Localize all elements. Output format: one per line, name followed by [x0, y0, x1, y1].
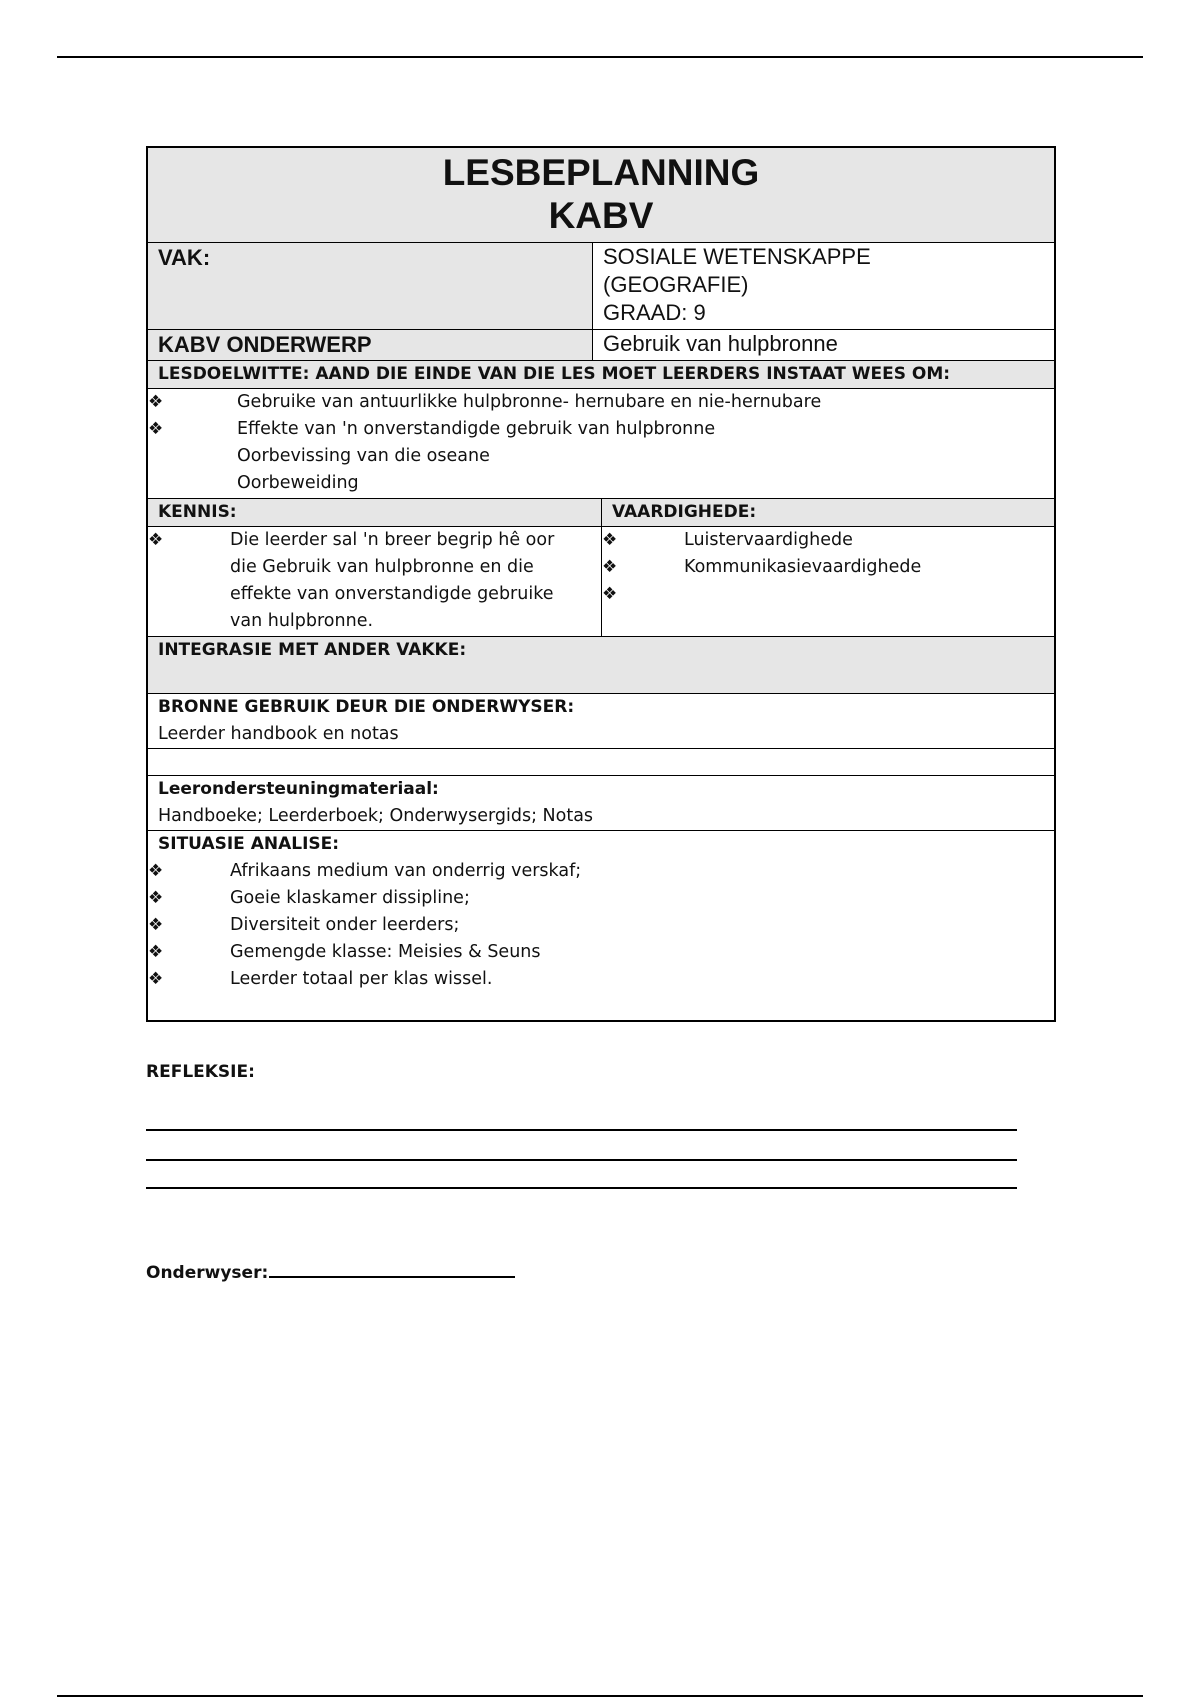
skill-item: ❖ Luistervaardighede [602, 527, 1054, 554]
plan-title [148, 148, 1054, 242]
subject-value-cell [592, 243, 1054, 329]
bullet-diamond-icon: ❖ [602, 557, 618, 577]
plan-title-line2: KABV [548, 195, 654, 236]
teacher-resources-value: Leerder handbook en notas [158, 724, 399, 744]
knowledge-skills-header-row [148, 498, 1054, 526]
skills-label: VAARDIGHEDE: [612, 502, 757, 522]
bullet-diamond-icon: ❖ [148, 969, 164, 989]
learning-support-value: Handboeke; Leerderboek; Onderwysergids; Notas [158, 806, 594, 826]
page-bottom-rule [57, 1695, 1143, 1697]
situation-item: ❖ Goeie klaskamer dissipline; [148, 885, 1054, 912]
bullet-diamond-icon: ❖ [602, 584, 618, 604]
teacher-signature-line[interactable] [269, 1258, 515, 1278]
skill-item: ❖ Kommunikasievaardighede [602, 554, 1054, 581]
situation-item: ❖ Afrikaans medium van onderrig verskaf; [148, 858, 1054, 885]
page-top-rule [57, 56, 1143, 58]
bullet-diamond-icon: ❖ [602, 530, 618, 550]
subject-row [148, 242, 1054, 329]
teacher-resources-row [148, 693, 1054, 748]
knowledge-skills-row [148, 526, 1054, 636]
knowledge-cell [148, 527, 601, 636]
knowledge-label: KENNIS: [158, 502, 237, 522]
objective-item: ❖ Effekte van 'n onverstandigde gebruik van hulpbronne [148, 416, 1054, 443]
situation-item: ❖ Diversiteit onder leerders; [148, 912, 1054, 939]
bullet-diamond-icon: ❖ [148, 861, 164, 881]
topic-label: KABV ONDERWERP [158, 332, 372, 357]
situation-item: ❖ Leerder totaal per klas wissel. [148, 966, 1054, 993]
bullet-diamond-icon: ❖ [148, 942, 164, 962]
topic-label-cell [148, 330, 592, 360]
plan-title-line1: LESBEPLANNING [442, 152, 760, 193]
subject-label: VAK: [158, 245, 211, 270]
bullet-diamond-icon: ❖ [148, 392, 164, 412]
objective-subline: Oorbeweiding [237, 473, 359, 493]
grade-value: GRAAD: 9 [603, 300, 706, 325]
reflection-line[interactable] [146, 1187, 1017, 1189]
objectives-list [148, 389, 1054, 443]
topic-value: Gebruik van hulpbronne [603, 331, 838, 356]
knowledge-label-cell [148, 499, 601, 526]
bullet-diamond-icon: ❖ [148, 530, 164, 550]
teacher-signature-label: Onderwyser: [146, 1263, 269, 1283]
subject-value-line1: SOSIALE WETENSKAPPE [603, 244, 871, 269]
knowledge-item: ❖ Die leerder sal 'n breer begrip hê oor die Gebruik van hulpbronne en die effekte van onverstandigde gebruike van hulpbronne. [148, 527, 601, 635]
lesson-plan-table [146, 146, 1056, 1022]
bullet-diamond-icon: ❖ [148, 915, 164, 935]
objectives-row [148, 388, 1054, 498]
teacher-resources-label: BRONNE GEBRUIK DEUR DIE ONDERWYSER: [158, 697, 575, 717]
objectives-header-row [148, 360, 1054, 388]
integration-label: INTEGRASIE MET ANDER VAKKE: [158, 640, 467, 660]
bullet-diamond-icon: ❖ [148, 888, 164, 908]
teacher-signature [146, 1258, 515, 1283]
objective-item: ❖ Gebruike van antuurlikke hulpbronne- hernubare en nie-hernubare [148, 389, 1054, 416]
situation-row [148, 830, 1054, 1020]
objectives-label: LESDOELWITTE: AAND DIE EINDE VAN DIE LES MOET LEERDERS INSTAAT WEES OM: [158, 364, 951, 384]
reflection-line[interactable] [146, 1129, 1017, 1131]
skills-list [602, 527, 1054, 608]
learning-support-label: Leerondersteuningmateriaal: [158, 779, 439, 799]
learning-support-row [148, 775, 1054, 830]
topic-row [148, 329, 1054, 360]
skills-cell [601, 527, 1054, 636]
skills-label-cell [601, 499, 1054, 526]
bullet-diamond-icon: ❖ [148, 419, 164, 439]
topic-value-cell [592, 330, 1054, 360]
situation-item: ❖ Gemengde klasse: Meisies & Seuns [148, 939, 1054, 966]
subject-value-line2: (GEOGRAFIE) [603, 272, 749, 297]
situation-label: SITUASIE ANALISE: [158, 834, 340, 854]
objective-subline: Oorbevissing van die oseane [237, 446, 490, 466]
knowledge-list [148, 527, 601, 635]
reflection-label: REFLEKSIE: [146, 1062, 255, 1082]
integration-row [148, 636, 1054, 693]
empty-row [148, 748, 1054, 775]
reflection-line[interactable] [146, 1159, 1017, 1161]
skill-item [602, 581, 1054, 608]
situation-list [148, 858, 1054, 993]
subject-label-cell [148, 243, 592, 329]
